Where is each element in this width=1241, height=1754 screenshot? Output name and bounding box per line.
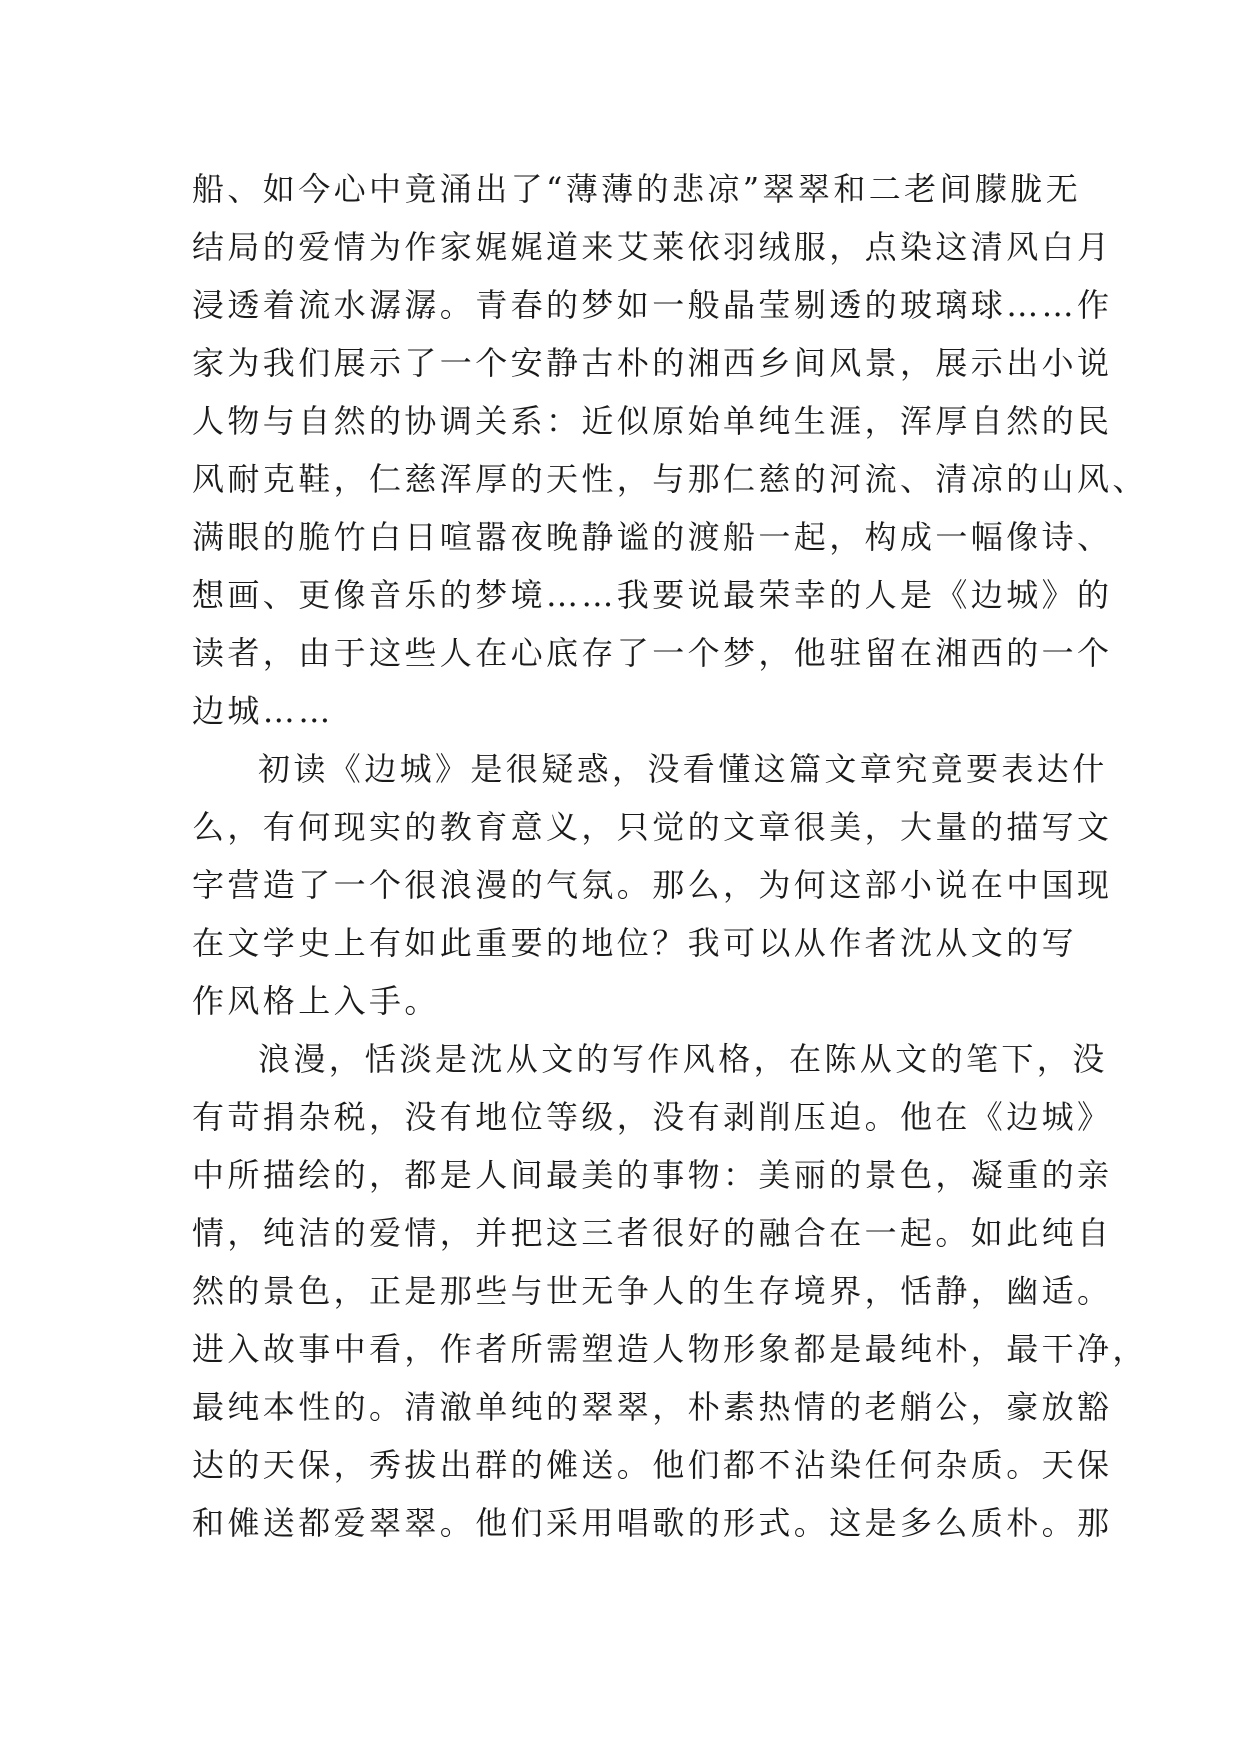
text-line: 浪漫，恬淡是沈从文的写作风格，在陈从文的笔下，没 xyxy=(258,1040,1108,1078)
text-line: 人物与自然的协调关系：近似原始单纯生涯，浑厚自然的民 xyxy=(192,402,1113,440)
text-line: 字营造了一个很浪漫的气氛。那么，为何这部小说在中国现 xyxy=(192,866,1113,904)
text-line: 想画、更像音乐的梦境……我要说最荣幸的人是《边城》的 xyxy=(192,576,1113,614)
text-line: 读者，由于这些人在心底存了一个梦，他驻留在湘西的一个 xyxy=(192,634,1113,672)
text-line: 边城…… xyxy=(192,692,334,730)
text-line: 满眼的脆竹白日喧嚣夜晚静谧的渡船一起，构成一幅像诗、 xyxy=(192,518,1113,556)
text-line: 结局的爱情为作家娓娓道来艾莱依羽绒服，点染这清风白月 xyxy=(192,228,1113,266)
text-line: 风耐克鞋，仁慈浑厚的天性，与那仁慈的河流、清凉的山风、 xyxy=(192,460,1148,498)
document-body xyxy=(192,160,1148,1552)
paragraph-3 xyxy=(192,1030,1148,1552)
text-line: 在文学史上有如此重要的地位？我可以从作者沈从文的写 xyxy=(192,924,1078,962)
text-line: 么，有何现实的教育意义，只觉的文章很美，大量的描写文 xyxy=(192,808,1113,846)
text-line: 有苛捐杂税，没有地位等级，没有剥削压迫。他在《边城》 xyxy=(192,1098,1113,1136)
text-line: 初读《边城》是很疑惑，没看懂这篇文章究竟要表达什 xyxy=(258,750,1108,788)
paragraph-2 xyxy=(192,740,1113,1030)
text-line: 最纯本性的。清澈单纯的翠翠，朴素热情的老艄公，豪放豁 xyxy=(192,1388,1113,1426)
paragraph-1 xyxy=(192,160,1148,740)
text-line: 家为我们展示了一个安静古朴的湘西乡间风景，展示出小说 xyxy=(192,344,1113,382)
text-line: 达的天保，秀拔出群的傩送。他们都不沾染任何杂质。天保 xyxy=(192,1446,1113,1484)
text-line: 中所描绘的，都是人间最美的事物：美丽的景色，凝重的亲 xyxy=(192,1156,1113,1194)
text-line: 船、如今心中竟涌出了“薄薄的悲凉”翠翠和二老间朦胧无 xyxy=(192,170,1082,208)
text-line: 情，纯洁的爱情，并把这三者很好的融合在一起。如此纯自 xyxy=(192,1214,1113,1252)
text-line: 然的景色，正是那些与世无争人的生存境界，恬静，幽适。 xyxy=(192,1272,1113,1310)
text-line: 作风格上入手。 xyxy=(192,982,440,1020)
text-line: 进入故事中看，作者所需塑造人物形象都是最纯朴，最干净， xyxy=(192,1330,1148,1368)
text-line: 浸透着流水潺潺。青春的梦如一般晶莹剔透的玻璃球……作 xyxy=(192,286,1113,324)
text-line: 和傩送都爱翠翠。他们采用唱歌的形式。这是多么质朴。那 xyxy=(192,1504,1113,1542)
